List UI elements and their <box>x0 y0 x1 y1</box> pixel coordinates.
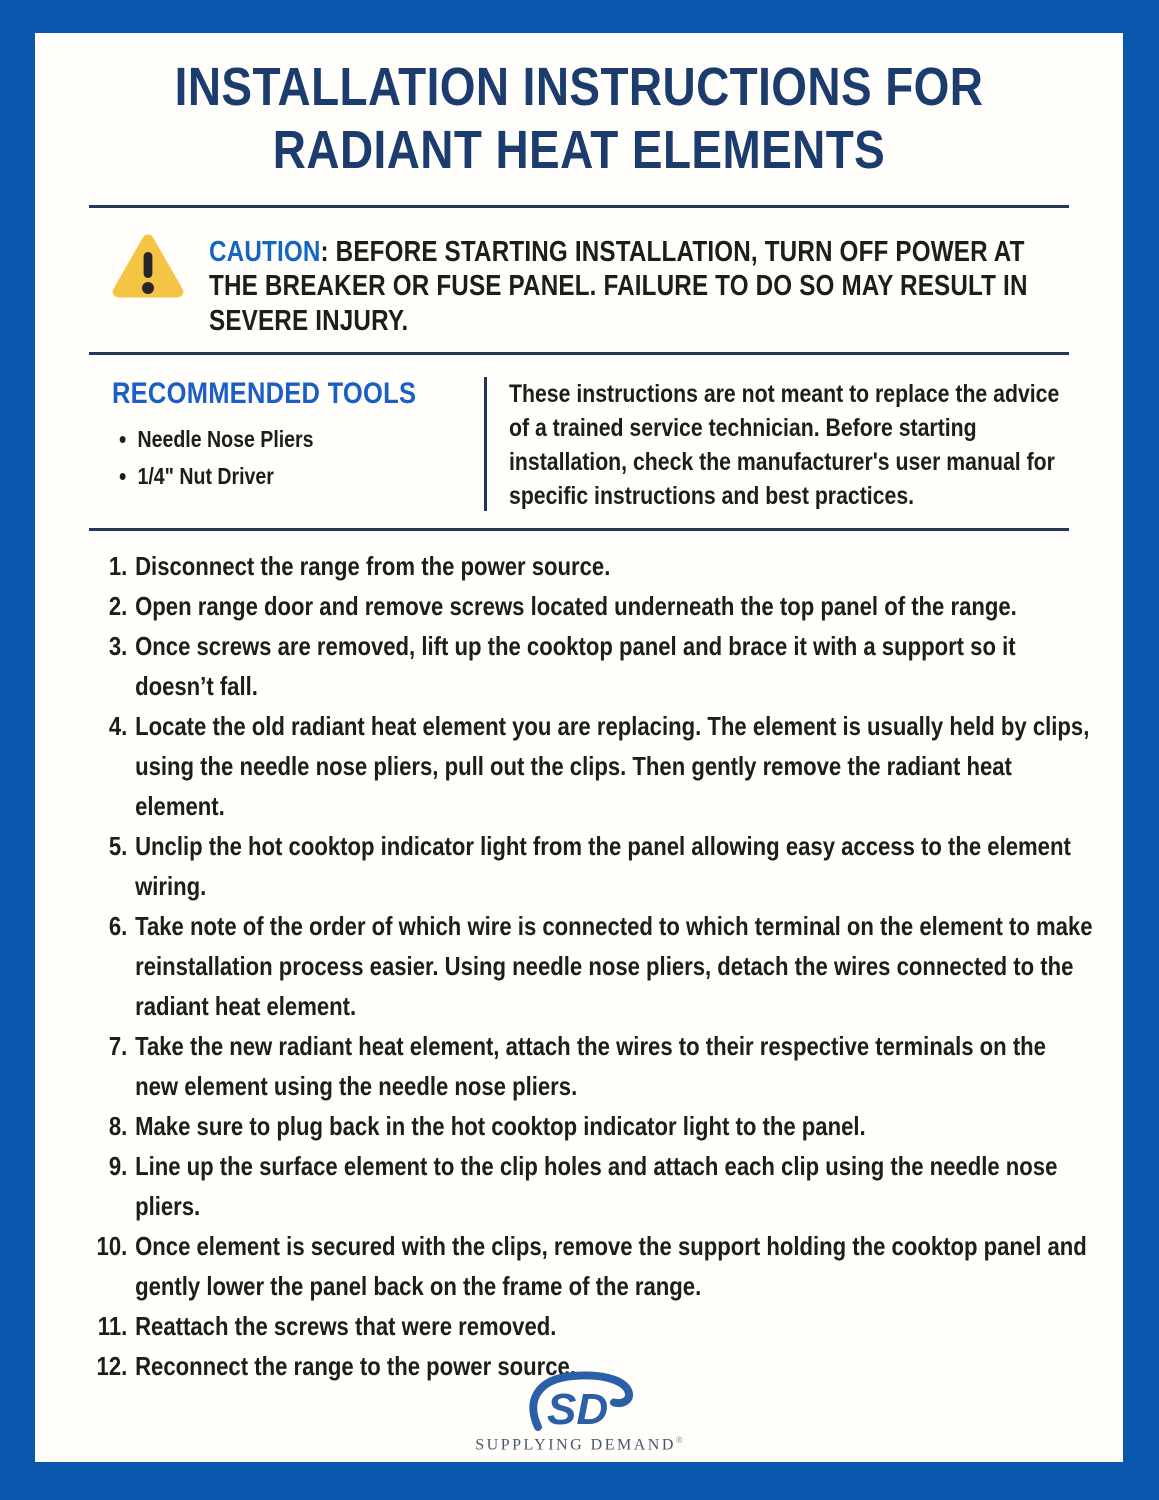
step-item: 1. Disconnect the range from the power source. <box>133 546 1095 586</box>
caution-text <box>209 235 1063 338</box>
divider-under-caution <box>89 352 1069 355</box>
footer <box>35 1371 1123 1454</box>
disclaimer-text: These instructions are not meant to replace the advice of a trained service technician. Before starting installation, check the manufacturer's user manual for specific instructions and best practices. <box>508 379 1060 510</box>
caution-banner <box>109 229 1063 338</box>
step-item: 8. Make sure to plug back in the hot cooktop indicator light to the panel. <box>133 1106 1095 1146</box>
caution-message: : BEFORE STARTING INSTALLATION, TURN OFF POWER AT THE BREAKER OR FUSE PANEL. FAILURE TO DO SO MAY RESULT IN SEVERE INJURY. <box>209 236 1028 337</box>
recommended-tools <box>112 375 484 513</box>
step-item: 7. Take the new radiant heat element, attach the wires to their respective terminals on the new element using the needle nose pliers. <box>133 1026 1095 1106</box>
logo-wordmark <box>35 1435 1123 1454</box>
step-item: 12. Reconnect the range to the power source. <box>133 1346 1095 1386</box>
page-title <box>35 56 1123 181</box>
step-item: 9. Line up the surface element to the clip holes and attach each clip using the needle nose pliers. <box>133 1146 1095 1226</box>
supplying-demand-logo-icon <box>523 1371 635 1433</box>
tool-item: • Needle Nose Pliers <box>138 421 470 458</box>
logo-monogram: SD <box>547 1384 609 1433</box>
caution-label: CAUTION <box>209 236 321 269</box>
step-item: 5. Unclip the hot cooktop indicator light from the panel allowing easy access to the element wiring. <box>133 826 1095 906</box>
installation-steps <box>79 546 1095 1386</box>
divider-under-tools <box>89 528 1069 531</box>
step-item: 2. Open range door and remove screws located underneath the top panel of the range. <box>133 586 1095 626</box>
steps-list <box>79 546 1095 1386</box>
divider-under-title <box>89 205 1069 208</box>
tools-section <box>112 375 1073 513</box>
registered-trademark-symbol: ® <box>675 1434 683 1445</box>
step-item: 4. Locate the old radiant heat element you are replacing. The element is usually held by clips, using the needle nose pliers, pull out the clips. Then gently remove the radiant heat element. <box>133 706 1095 826</box>
step-item: 10. Once element is secured with the clips, remove the support holding the cooktop panel and gently lower the panel back on the frame of the range. <box>133 1226 1095 1306</box>
tool-item: • 1/4" Nut Driver <box>138 458 470 495</box>
tools-heading: RECOMMENDED TOOLS <box>112 376 417 410</box>
step-item: 3. Once screws are removed, lift up the cooktop panel and brace it with a support so it doesn’t fall. <box>133 626 1095 706</box>
logo-name-text: SUPPLYING DEMAND <box>475 1436 676 1453</box>
page-title-line2: RADIANT HEAT ELEMENTS <box>272 119 886 180</box>
warning-triangle-icon <box>109 229 187 308</box>
step-item: 6. Take note of the order of which wire is connected to which terminal on the element to make reinstallation process easier. Using needle nose pliers, detach the wires connected to the radiant heat element. <box>133 906 1095 1026</box>
tools-list <box>112 421 470 495</box>
page-title-line1: INSTALLATION INSTRUCTIONS FOR <box>174 57 984 117</box>
step-item: 11. Reattach the screws that were removed. <box>133 1306 1095 1346</box>
